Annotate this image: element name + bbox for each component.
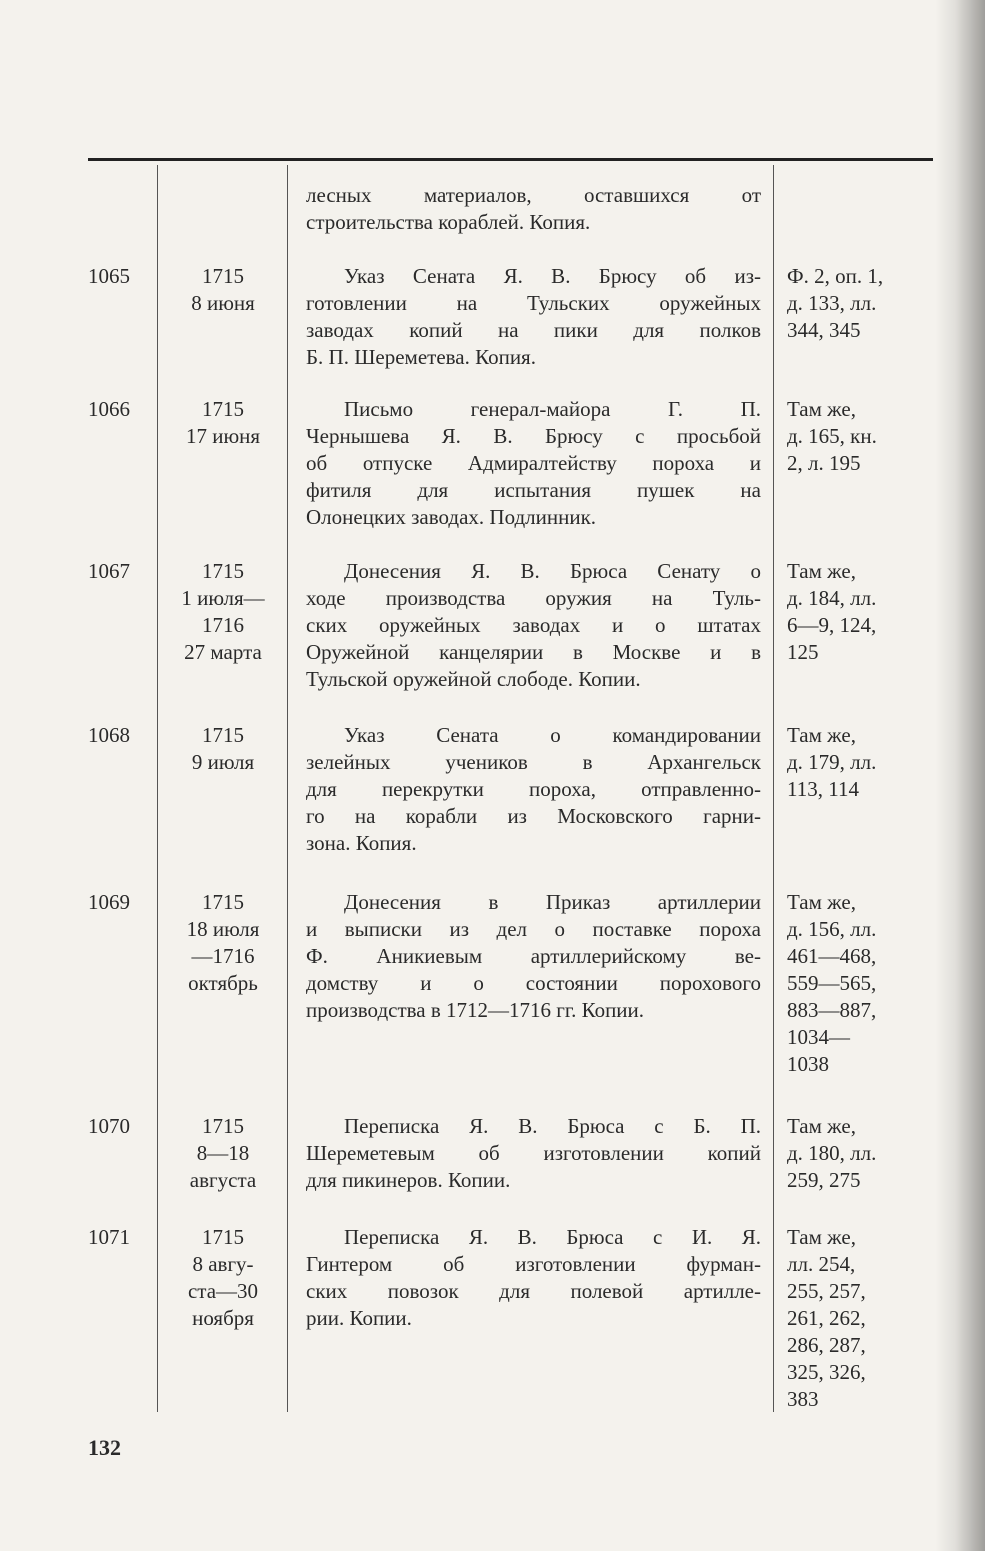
row-date: 1715 8 июня [191,264,255,315]
row-description: Указ Сената Я. В. Брюсу об из- готовлении на Тульских оружейных заводах копий на пики для полков Б. П. Шереметева. Копия. [306,264,761,369]
row-date: 1715 8 авгу- ста—30 ноября [187,1225,259,1330]
row-reference: Там же, д. 184, лл. 6—9, 124, 125 [787,559,877,664]
row-date: 1715 8—18 августа [189,1114,257,1192]
row-number: 1070 [88,1114,130,1138]
row-description: Донесения в Приказ артиллерии и выписки из дел о поставке пороха Ф. Аникиевым артиллерийскому ве- домству и о состоянии порохового производства в 1712—1716 гг. Копии. [306,890,761,1022]
row-number: 1067 [88,559,130,583]
row-reference: Там же, д. 156, лл. 461—468, 559—565, 883—887, 1034— 1038 [787,890,877,1076]
row-reference: Ф. 2, оп. 1, д. 133, лл. 344, 345 [787,264,884,342]
page-number: 132 [88,1435,121,1460]
row-number: 1071 [88,1225,130,1249]
row-reference: Там же, д. 179, лл. 113, 114 [787,723,877,801]
row-reference: Там же, д. 180, лл. 259, 275 [787,1114,877,1192]
row-description: Указ Сената о командировании зелейных учеников в Архангельск для перекрутки пороха, отправленно- го на корабли из Московского гарни- зона. Копия. [306,723,761,855]
top-rule [88,158,933,161]
row-description: Переписка Я. В. Брюса с Б. П. Шереметевым об изготовлении копий для пикинеров. Копии. [306,1114,761,1192]
row-number: 1069 [88,890,130,914]
row-description: Письмо генерал-майора Г. П. Чернышева Я. В. Брюсу с просьбой об отпуске Адмиралтейству пороха и фитиля для испытания пушек на Олонецких заводах. Подлинник. [306,397,761,529]
row-reference: Там же, лл. 254, 255, 257, 261, 262, 286, 287, 325, 326, 383 [787,1225,866,1411]
row-date: 1715 1 июля— 1716 27 марта [181,559,265,664]
row-description: Донесения Я. В. Брюса Сенату о ходе производства оружия на Туль- ских оружейных заводах и о штатах Оружейной канцелярии в Москве и в Тульской оружейной слободе. Копии. [306,559,761,691]
row-date: 1715 18 июля —1716 октябрь [186,890,260,995]
row-reference: Там же, д. 165, кн. 2, л. 195 [787,397,877,475]
row-number: 1065 [88,264,130,288]
row-date: 1715 9 июля [191,723,255,774]
row-date: 1715 17 июня [185,397,261,448]
column-divider [157,165,158,1412]
column-divider [773,165,774,1412]
row-description: Переписка Я. В. Брюса с И. Я. Гинтером об изготовлении фурман- ских повозок для полевой артилле- рии. Копии. [306,1225,761,1330]
row-number: 1066 [88,397,130,421]
column-divider [287,165,288,1412]
row-number: 1068 [88,723,130,747]
page-edge-shadow [935,0,985,1551]
continuation-description: лесных материалов, оставшихся от строительства кораблей. Копия. [306,183,761,234]
